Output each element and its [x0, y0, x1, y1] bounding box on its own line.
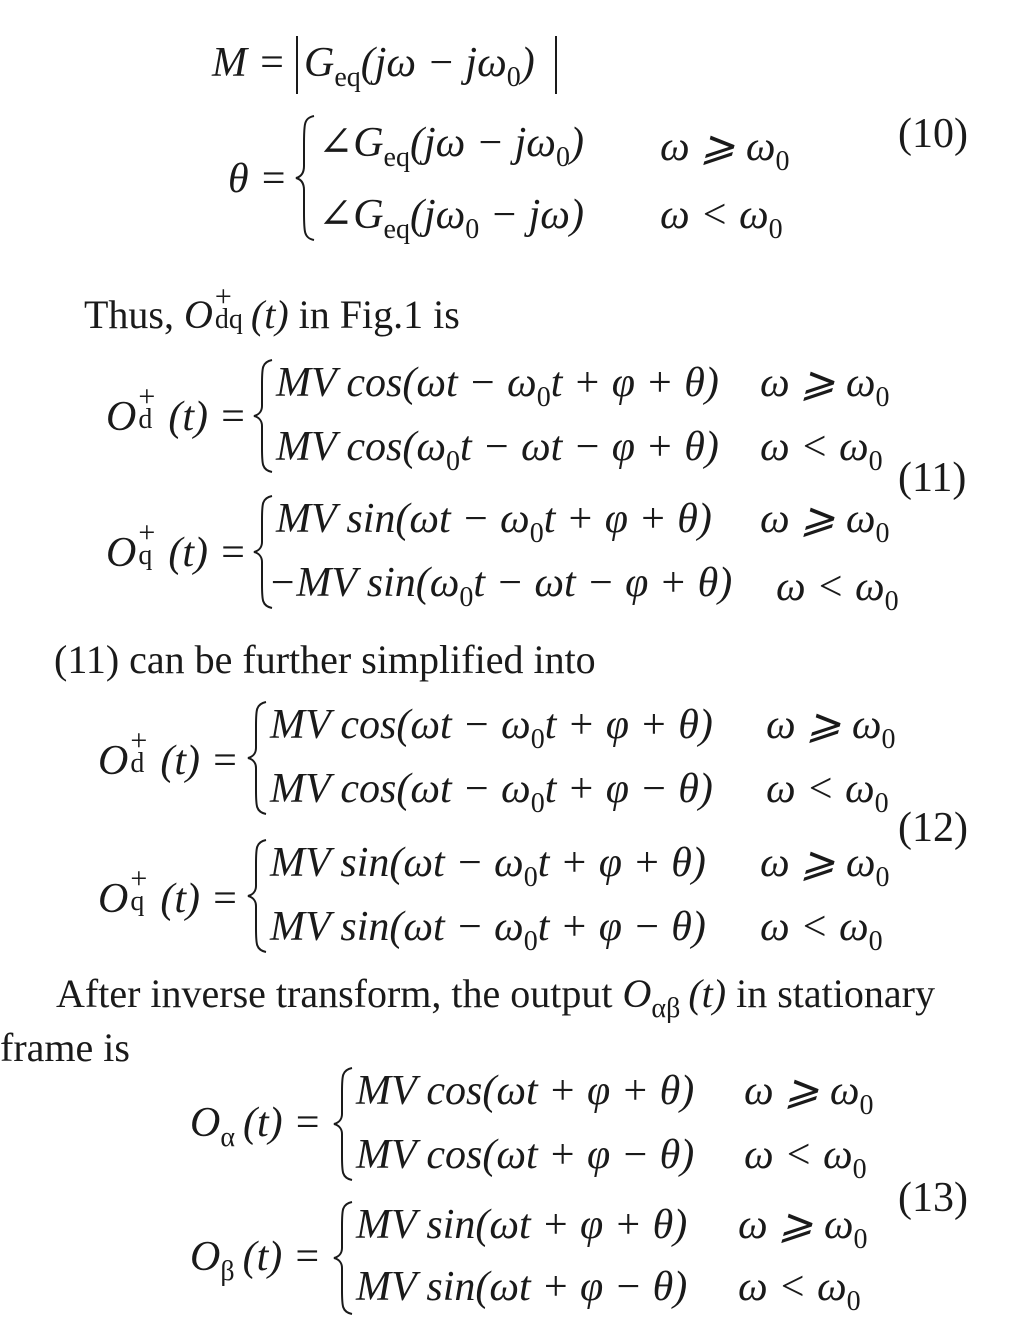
math-fragment: 0: [884, 586, 899, 617]
math-fragment: +: [130, 862, 148, 895]
eq10-case-1-cond: [660, 124, 790, 177]
abs-bar-left: [296, 36, 298, 94]
math-fragment: [128, 724, 152, 780]
math-fragment: ω ⩾ ω: [760, 496, 876, 542]
eq11-q-case-1-cond: [760, 496, 890, 549]
math-fragment: (t) =: [160, 876, 239, 922]
math-fragment: 0: [530, 724, 545, 755]
math-fragment: 0: [875, 518, 890, 549]
math-fragment: ω ⩾ ω: [738, 1202, 854, 1248]
math-fragment: (t) =: [168, 530, 247, 576]
math-fragment: 0: [446, 446, 461, 477]
math-fragment: MV sin(ωt − ω: [270, 904, 524, 950]
math-fragment: (jω − jω: [409, 120, 556, 166]
eq12-q-case-1: [270, 840, 706, 893]
math-fragment: 0: [529, 518, 544, 549]
para-simplified: (11) can be further simplified into: [54, 637, 596, 682]
math-fragment: β: [220, 1256, 235, 1287]
math-fragment: 0: [775, 146, 790, 177]
eq12-q-case-2-cond: [760, 904, 883, 957]
math-fragment: 0: [846, 1286, 861, 1317]
eq10-case-2: [318, 192, 584, 245]
eq10-case-2-cond: [660, 192, 783, 245]
eq11-number: (11): [898, 455, 967, 501]
eq10-number: (10): [898, 111, 968, 157]
math-fragment: [213, 280, 243, 335]
math-fragment: ∠G: [318, 120, 384, 166]
math-fragment: 0: [465, 214, 480, 245]
math-fragment: ω < ω: [776, 564, 885, 610]
eq11-q-case-1: [276, 496, 712, 549]
math-fragment: ω < ω: [760, 904, 869, 950]
math-fragment: t + φ − θ): [537, 904, 706, 950]
math-fragment: α: [220, 1122, 236, 1153]
eq13-a-case-2-cond: [744, 1132, 867, 1185]
eq11-q-lhs: [106, 516, 247, 576]
math-fragment: O: [98, 738, 129, 784]
eq13-number: (13): [898, 1175, 968, 1221]
eq11-d-case-2: [276, 424, 719, 477]
math-fragment: MV cos(ωt − ω: [270, 702, 531, 748]
math-fragment: (t): [250, 292, 289, 337]
eq13-b-brace: [332, 1200, 356, 1316]
math-fragment: O: [190, 1100, 221, 1146]
eq13-a-case-1-cond: [744, 1068, 874, 1121]
eq12-q-case-2: [270, 904, 706, 957]
eq13-a-case-2: [356, 1134, 694, 1176]
math-fragment: O: [622, 971, 652, 1016]
math-fragment: in Fig.1 is: [288, 292, 460, 337]
eq13-b-case-2: [356, 1266, 687, 1308]
math-fragment: t + φ + θ): [544, 702, 713, 748]
eq12-q-brace: [246, 838, 270, 954]
eq11-d-brace: [252, 358, 276, 474]
math-fragment: 0: [523, 926, 538, 957]
math-fragment: 0: [868, 446, 883, 477]
math-fragment: 0: [853, 1224, 868, 1255]
eq12-d-case-2-cond: [766, 766, 889, 819]
math-fragment: MV cos(ω: [276, 424, 447, 470]
math-fragment: O: [184, 292, 213, 337]
eq13-b-case-1-cond: [738, 1202, 868, 1255]
math-fragment: ω < ω: [738, 1264, 847, 1310]
math-fragment: (t) =: [242, 1234, 322, 1280]
math-fragment: ω < ω: [744, 1132, 853, 1178]
abs-bar-right: [555, 36, 557, 94]
math-fragment: 0: [530, 788, 545, 819]
eq12-d-brace: [246, 700, 270, 816]
math-fragment: O: [106, 394, 137, 440]
math-fragment: 0: [881, 724, 896, 755]
eq11-d-case-2-cond: [760, 424, 883, 477]
math-fragment: t + φ + θ): [537, 840, 706, 886]
eq12-d-case-1: [270, 702, 713, 755]
math-fragment: ∠G: [318, 192, 384, 238]
math-fragment: t − ωt − φ + θ): [460, 424, 719, 470]
math-fragment: 0: [875, 862, 890, 893]
math-fragment: MV cos(ωt − ω: [276, 360, 537, 406]
math-fragment: (jω: [409, 192, 466, 238]
math-fragment: O: [98, 876, 129, 922]
eq11-d-lhs: [106, 380, 247, 440]
eq10-theta-lhs: θ =: [228, 156, 288, 202]
math-fragment: 0: [852, 1154, 867, 1185]
math-fragment: dq: [214, 304, 243, 335]
eq12-d-case-1-cond: [766, 702, 896, 755]
math-fragment: − jω): [479, 192, 584, 238]
eq11-q-case-2: [268, 560, 733, 613]
math-fragment: MV cos(ωt + φ − θ): [356, 1132, 695, 1178]
math-fragment: (t): [688, 971, 727, 1016]
math-fragment: 0: [768, 214, 783, 245]
math-fragment: αβ: [651, 993, 681, 1024]
math-fragment: ω < ω: [660, 192, 769, 238]
eq12-d-case-2: [270, 766, 713, 819]
eq11-q-case-2-cond: [776, 564, 899, 617]
math-fragment: ω < ω: [766, 766, 875, 812]
math-fragment: +: [138, 380, 156, 413]
math-fragment: q: [130, 886, 145, 917]
math-fragment: Thus,: [84, 292, 184, 337]
eq10-g-sub: eq: [334, 62, 361, 93]
math-fragment: O: [190, 1234, 221, 1280]
eq10-arg-sub: 0: [506, 62, 521, 93]
eq12-number: (12): [898, 805, 968, 851]
math-fragment: d: [130, 748, 145, 779]
eq11-d-case-1: [276, 360, 719, 413]
para-thus: [84, 280, 460, 338]
math-fragment: ω ⩾ ω: [766, 702, 882, 748]
math-fragment: After inverse transform, the output: [56, 971, 623, 1016]
eq10-m-lhs: M =: [212, 40, 286, 86]
eq10-g: G: [304, 40, 335, 86]
math-fragment: ω < ω: [760, 424, 869, 470]
math-fragment: [136, 380, 160, 436]
math-fragment: MV sin(ωt + φ − θ): [356, 1264, 688, 1310]
math-fragment: +: [138, 516, 156, 549]
math-fragment: MV cos(ωt + φ + θ): [356, 1068, 695, 1114]
math-fragment: (t) =: [168, 394, 247, 440]
math-fragment: MV sin(ωt − ω: [270, 840, 524, 886]
eq12-q-lhs: [98, 862, 239, 922]
math-fragment: in stationary: [726, 971, 935, 1016]
math-fragment: MV sin(ωt − ω: [276, 496, 530, 542]
eq13-b-case-2-cond: [738, 1264, 861, 1317]
math-fragment: ω ⩾ ω: [760, 360, 876, 406]
math-fragment: O: [106, 530, 137, 576]
math-fragment: ): [569, 120, 584, 166]
eq13-a-lhs: [190, 1100, 322, 1153]
math-fragment: (t) =: [160, 738, 239, 784]
para-after-inverse: [56, 970, 935, 1024]
math-fragment: 0: [523, 862, 538, 893]
eq12-q-case-1-cond: [760, 840, 890, 893]
eq13-a-brace: [332, 1066, 356, 1182]
eq12-d-lhs: [98, 724, 239, 784]
math-fragment: +: [130, 724, 148, 757]
math-fragment: ω ⩾ ω: [760, 840, 876, 886]
eq10-m-line: [212, 42, 286, 84]
math-fragment: −MV sin(ω: [268, 560, 460, 606]
eq10-arg-close: ): [520, 40, 535, 86]
math-fragment: +: [214, 280, 232, 313]
eq10-m-rhs: [304, 40, 535, 93]
eq10-brace: [294, 114, 318, 242]
math-fragment: 0: [859, 1090, 874, 1121]
para-frame-is: frame is: [0, 1025, 130, 1070]
eq13-b-case-1: [356, 1204, 687, 1246]
math-fragment: 0: [536, 382, 551, 413]
math-fragment: d: [138, 404, 153, 435]
math-fragment: (t) =: [243, 1100, 322, 1146]
math-fragment: eq: [383, 214, 410, 245]
math-fragment: q: [138, 540, 153, 571]
math-fragment: MV sin(ωt + φ + θ): [356, 1202, 688, 1248]
eq13-a-case-1: [356, 1070, 694, 1112]
math-fragment: MV cos(ωt − ω: [270, 766, 531, 812]
math-fragment: t + φ + θ): [550, 360, 719, 406]
eq10-arg: (jω − jω: [360, 40, 507, 86]
eq10-case-1: [318, 120, 584, 173]
math-fragment: t − ωt − φ + θ): [473, 560, 733, 606]
math-fragment: eq: [383, 142, 410, 173]
math-fragment: 0: [874, 788, 889, 819]
math-fragment: 0: [555, 142, 570, 173]
math-fragment: [128, 862, 152, 918]
math-fragment: 0: [459, 582, 474, 613]
eq13-b-lhs: [190, 1234, 322, 1287]
math-fragment: 0: [868, 926, 883, 957]
eq11-d-case-1-cond: [760, 360, 890, 413]
math-fragment: ω ⩾ ω: [660, 124, 776, 170]
math-fragment: t + φ − θ): [544, 766, 713, 812]
math-fragment: t + φ + θ): [543, 496, 712, 542]
math-fragment: 0: [875, 382, 890, 413]
math-fragment: [136, 516, 160, 572]
math-fragment: ω ⩾ ω: [744, 1068, 860, 1114]
